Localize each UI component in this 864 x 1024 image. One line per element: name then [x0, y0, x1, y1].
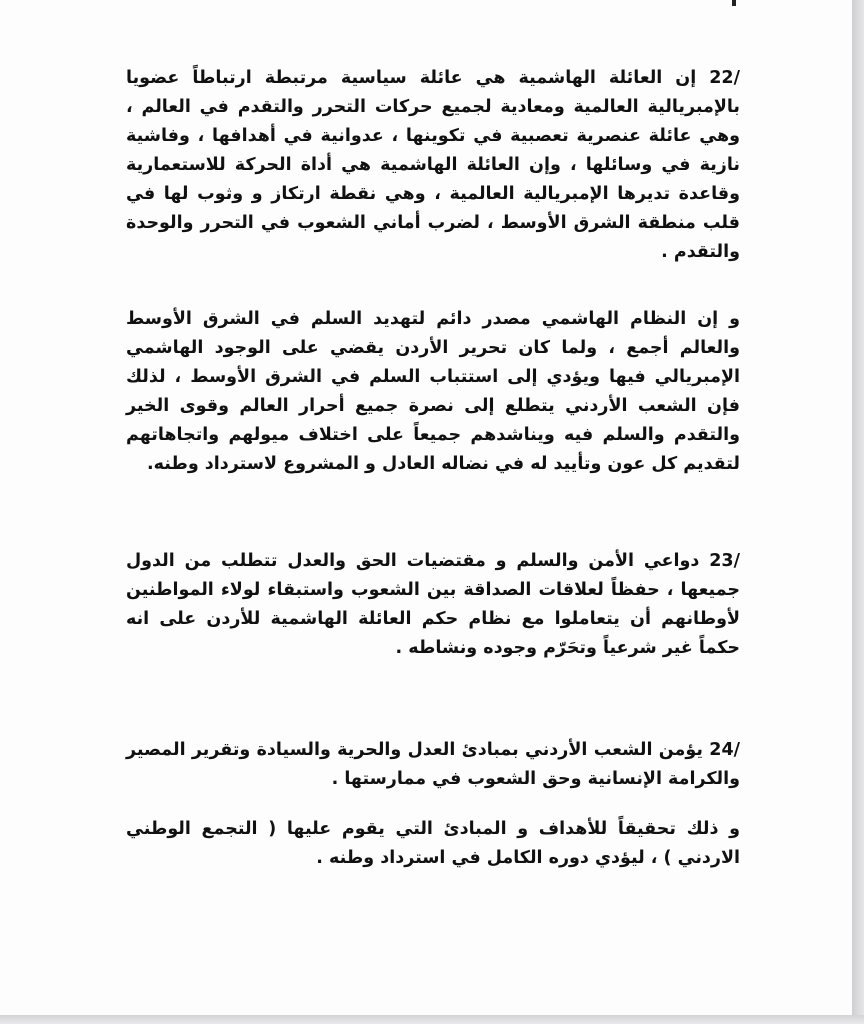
section-22-text-1: إن العائلة الهاشمية هي عائلة سياسية مرتبطة ارتباطاً عضويا بالإمبريالية العالمية ومعادية لجميع حركات التحرر والتقدم في العالم ، وهي عائلة عنصرية تعصبية في تكوينها ، عدوانية في أهدافها ، وفاشية نازية في وسائلها ، وإن العائلة الهاشمية هي أداة الحركة للاستعمارية وقاعدة تديرها الإمبريالية العالمية ، وهي نقطة ارتكاز و وثوب لها في قلب منطقة الشرق الأوسط ، لضرب أماني الشعوب في التحرر والوحدة والتقدم .: [126, 68, 740, 262]
section-22-paragraph-2: و إن النظام الهاشمي مصدر دائم لتهديد السلم في الشرق الأوسط والعالم أجمع ، ولما كان تحرير الأردن يقضي على الوجود الهاشمي الإمبريالي فيها ويؤدي إلى استتباب السلم في الشرق الأوسط ، لذلك فإن الشعب الأردني يتطلع إلى نصرة جميع أحرار العالم وقوى الخير والتقدم والسلم فيه ويناشدهم جميعاً على اختلاف ميولهم واتجاهاتهم لتقديم كل عون وتأييد له في نضاله العادل و المشروع لاسترداد وطنه.: [126, 309, 740, 474]
page-shadow-right: [852, 0, 864, 1024]
section-22-paragraph-1: [126, 64, 740, 267]
page-edge-mark: [732, 0, 736, 6]
section-23-number: 23/: [709, 551, 740, 571]
section-22-number: 22/: [709, 68, 740, 88]
section-24-number: 24/: [709, 740, 741, 760]
section-24-paragraph-1: [126, 736, 740, 794]
section-23-paragraph: [126, 547, 740, 663]
section-24-paragraph-2: و ذلك تحقيقاً للأهداف و المبادئ التي يقوم عليها ( التجمع الوطني الاردني ) ، ليؤدي دوره الكامل في استرداد وطنه .: [126, 819, 740, 868]
section-23-text: دواعي الأمن والسلم و مقتضيات الحق والعدل تتطلب من الدول جميعها ، حفظاً لعلاقات الصداقة بين الشعوب واستبقاء لولاء المواطنين لأوطانهم أن يتعاملوا مع نظام حكم العائلة الهاشمية للأردن على انه حكماً غير شرعياً وتحَرّم وجوده ونشاطه .: [126, 551, 740, 658]
page-shadow-bottom: [0, 1015, 864, 1024]
section-24-text-1: يؤمن الشعب الأردني بمبادئ العدل والحرية والسيادة وتقرير المصير والكرامة الإنسانية وحق الشعوب في ممارستها .: [126, 740, 740, 789]
